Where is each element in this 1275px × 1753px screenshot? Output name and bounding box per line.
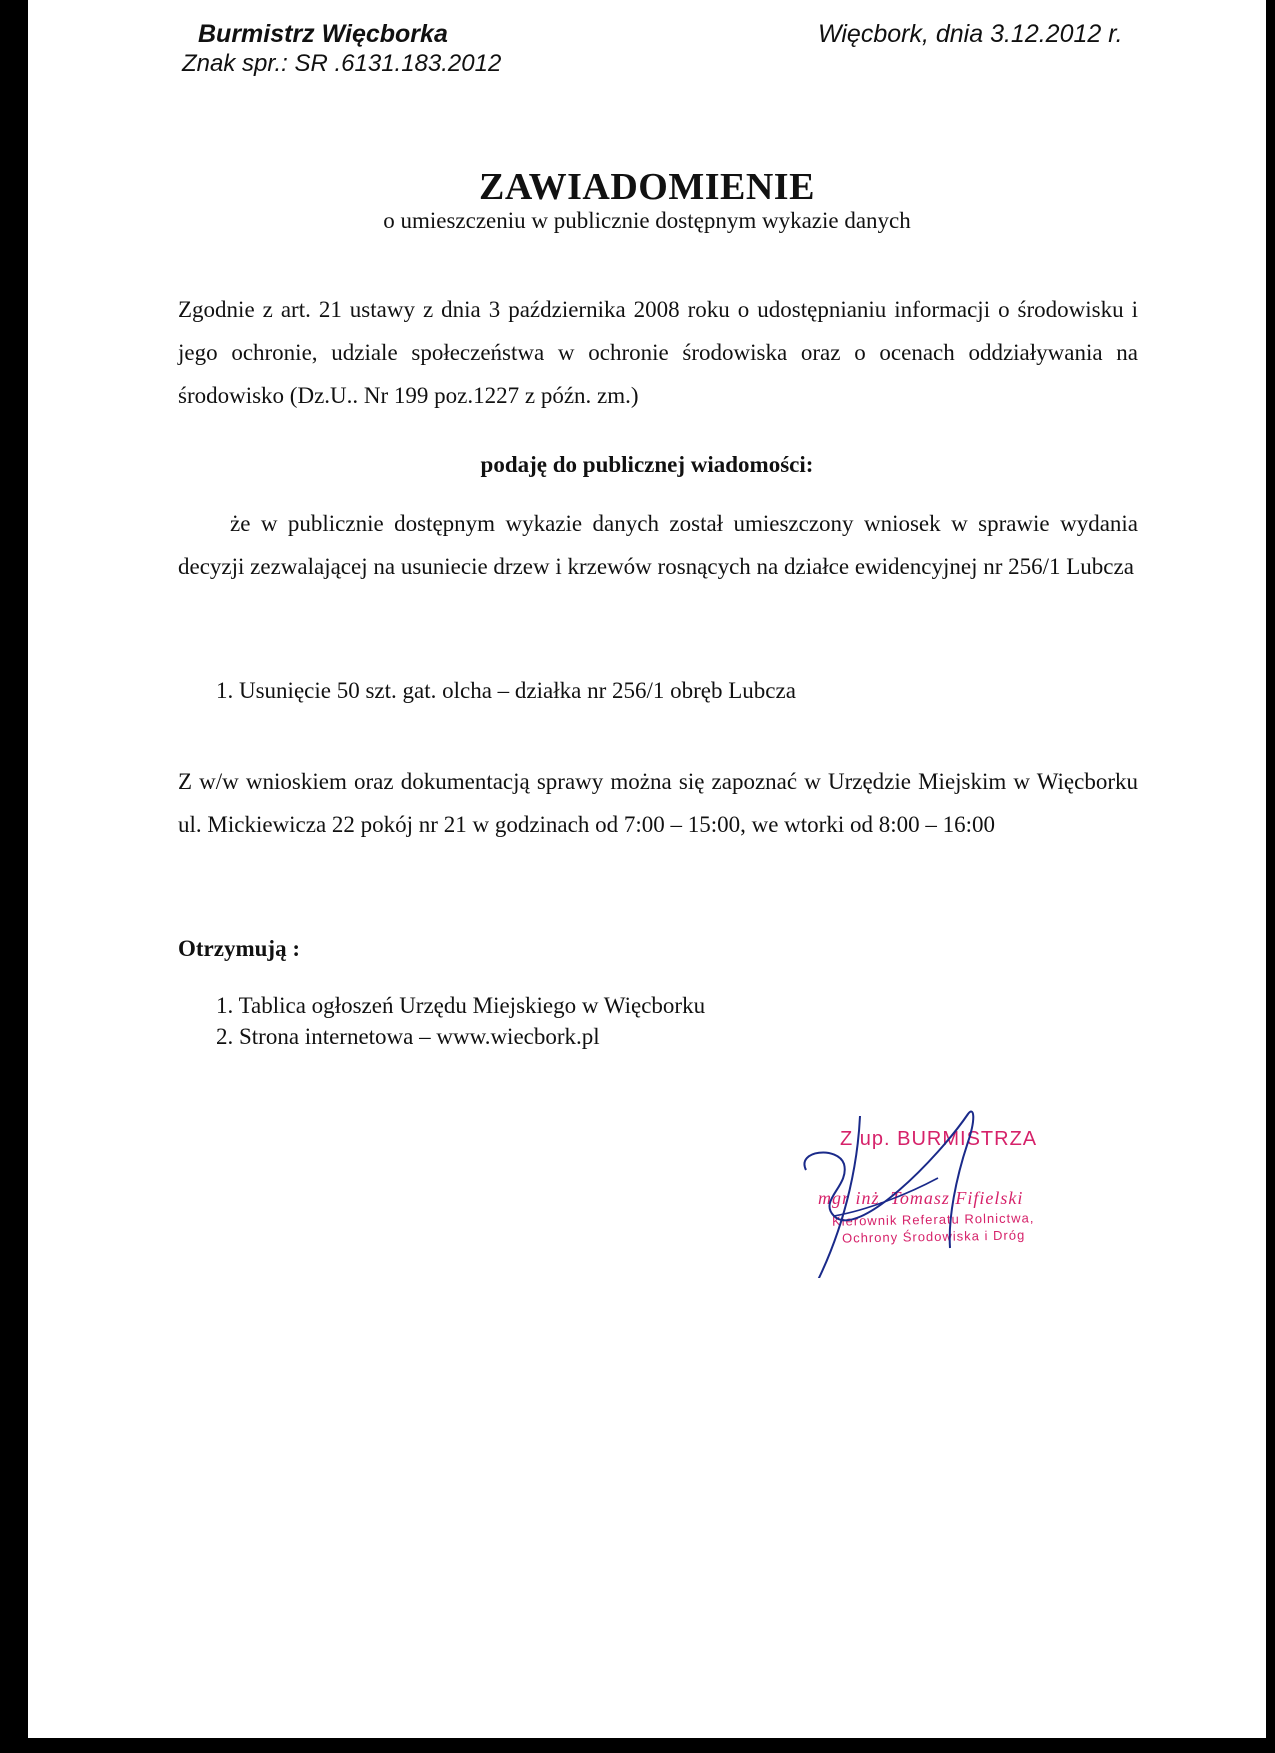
list-item: 1. Usunięcie 50 szt. gat. olcha – działka nr 256/1 obręb Lubcza bbox=[216, 678, 796, 703]
recipient-item: 1. Tablica ogłoszeń Urzędu Miejskiego w Więcborku bbox=[216, 993, 706, 1018]
notice-paragraph bbox=[178, 502, 1138, 588]
announcement-heading: podaję do publicznej wiadomości: bbox=[480, 452, 814, 477]
notice-paragraph-text: że w publicznie dostępnym wykazie danych został umieszczony wniosek w sprawie wydania decyzji zezwalającej na usuniecie drzew i krzewów rosnących na działce ewidencyjnej nr 256/1 Lubcza bbox=[178, 511, 1138, 579]
issuing-authority: Burmistrz Więcborka bbox=[198, 20, 448, 48]
scan-border bbox=[0, 1738, 1275, 1753]
stamp-line: Z up. BURMISTRZA bbox=[840, 1128, 1038, 1150]
document-subtitle: o umieszczeniu w publicznie dostępnym wykazie danych bbox=[383, 208, 911, 233]
stamp-line: mgr inż. Tomasz Fifielski bbox=[818, 1188, 1024, 1208]
stamp-line: Ochrony Środowiska i Dróg bbox=[841, 1227, 1026, 1246]
case-reference: Znak spr.: SR .6131.183.2012 bbox=[182, 50, 502, 77]
document-page bbox=[28, 0, 1266, 1738]
scan-border bbox=[1266, 0, 1275, 1753]
document-title: ZAWIADOMIENIE bbox=[479, 166, 815, 208]
place-and-date: Więcbork, dnia 3.12.2012 r. bbox=[818, 20, 1123, 48]
recipients-label: Otrzymują : bbox=[178, 936, 300, 961]
legal-basis-paragraph: Zgodnie z art. 21 ustawy z dnia 3 października 2008 roku o udostępnianiu informacji o środowisku i jego ochronie, udziale społeczeństwa w ochronie środowiska oraz o ocenach oddziaływania na środowisko (Dz.U.. Nr 199 poz.1227 z późn. zm.) bbox=[178, 297, 1138, 408]
official-stamp bbox=[798, 1098, 1098, 1278]
recipient-item: 2. Strona internetowa – www.wiecbork.pl bbox=[216, 1024, 600, 1049]
recipients-list bbox=[216, 990, 705, 1052]
handwritten-signature bbox=[798, 1098, 1098, 1278]
access-info-paragraph: Z w/w wnioskiem oraz dokumentacją sprawy można się zapoznać w Urzędzie Miejskim w Więcborku ul. Mickiewicza 22 pokój nr 21 w godzinach od 7:00 – 15:00, we wtorki od 8:00 – 16:00 bbox=[178, 769, 1138, 837]
stamp-line: Kierownik Referatu Rolnictwa, bbox=[831, 1210, 1035, 1229]
